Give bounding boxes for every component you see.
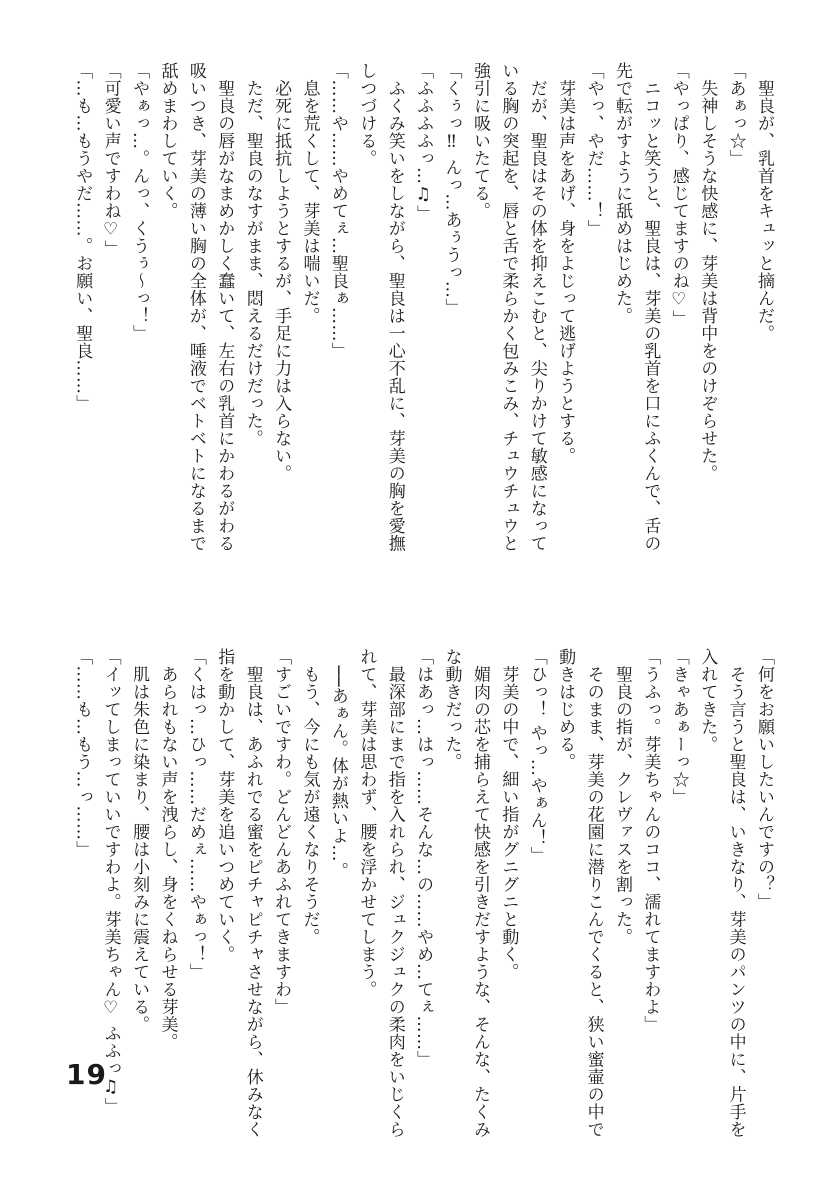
- text-line: 「すごいですわ。どんどんあふれてきますわ」: [271, 648, 292, 1016]
- text-line: もう、今にも気が遠くなりそうだ。: [299, 648, 320, 946]
- text-line: だが、聖良はその体を抑えこむと、尖りかけて敏感になって: [526, 62, 547, 552]
- text-line: 「きゃあぁーっ☆」: [668, 648, 689, 806]
- text-line: 「何をお願いしたいんですの？」: [754, 648, 774, 911]
- text-line: いる胸の突起を、唇と舌で柔らかく包みこみ、チュウチュウと: [498, 62, 519, 552]
- text-line: 「くはっ…ひっ……だめぇ……やぁっ！」: [185, 648, 206, 981]
- text-line: 芽美は声をあげ、身をよじって逃げようとする。: [555, 62, 576, 465]
- text-block-bottom: [68, 648, 778, 1168]
- text-line: そう言うと聖良は、いきなり、芽美のパンツの中に、片手を: [725, 648, 746, 1138]
- text-line: そのまま、芽美の花園に潜りこんでくると、狭い蜜壷の中で: [583, 648, 604, 1138]
- text-line: 指を動かして、芽美を追いつめていく。: [214, 648, 235, 963]
- text-line: 強引に吸いたてる。: [469, 62, 490, 220]
- text-line: 聖良の唇がなまめかしく蠢いて、左右の乳首にかわるがわる: [214, 62, 235, 552]
- text-line: 失神しそうな快感に、芽美は背中をのけぞらせた。: [697, 62, 718, 482]
- text-line: 最深部にまで指を入れられ、ジュクジュクの柔肉をいじくら: [384, 648, 405, 1138]
- text-line: しつづける。: [356, 62, 377, 167]
- text-line: 先で転がすように舐めはじめた。: [611, 62, 632, 325]
- text-line: 「……も…もう…っ……」: [72, 648, 93, 858]
- text-line: あられもない声を洩らし、身をくねらせる芽美。: [157, 648, 178, 1051]
- text-line: 「ふふふふっ…♫」: [413, 62, 434, 223]
- text-line: 「やっぱり、感じてますのね♡」: [668, 62, 689, 328]
- text-line: 聖良の指が、クレヴァスを割った。: [611, 648, 632, 946]
- text-line: ふくみ笑いをしながら、聖良は一心不乱に、芽美の胸を愛撫: [384, 62, 405, 552]
- text-block-top: [68, 62, 778, 582]
- text-line: 必死に抵抗しようとするが、手足に力は入らない。: [271, 62, 292, 482]
- text-line: 「やぁっ…。んっ、くうぅ〜っ！」: [129, 62, 150, 342]
- text-line: 聖良が、乳首をキュッと摘んだ。: [754, 62, 774, 342]
- text-line: 入れてきた。: [697, 648, 718, 753]
- text-line: 「可愛い声ですわね♡」: [100, 62, 121, 258]
- text-line: 「はあっ…はっ……そんな…の……やめ…てぇ……」: [413, 648, 434, 1068]
- text-line: ──あぁん。体が熱いよ…。: [327, 648, 348, 880]
- text-line: 芽美の中で、細い指がグニグニと動く。: [498, 648, 519, 981]
- page-number: 19: [66, 1058, 107, 1091]
- text-line: れて、芽美は思わず、腰を浮かせてしまう。: [356, 648, 377, 998]
- text-line: ただ、聖良のなすがまま、悶えるだけだった。: [242, 62, 263, 447]
- text-line: 息を荒くして、芽美は喘いだ。: [299, 62, 320, 325]
- text-line: 「……や……やめてぇ…聖良ぁ……」: [327, 62, 348, 360]
- text-line: 「やっ、やだ……！」: [583, 62, 604, 237]
- text-line: 「イッてしまっていいですわよ。芽美ちゃん♡ ふふっ♫」: [100, 648, 121, 1115]
- text-line: な動きだった。: [441, 648, 462, 771]
- text-line: 媚肉の芯を捕らえて快感を引きだすような、そんな、たくみ: [469, 648, 490, 1138]
- text-line: 聖良は、あふれでる蜜をピチャピチャさせながら、休みなく: [242, 648, 263, 1138]
- text-line: 舐めまわしていく。: [157, 62, 178, 220]
- text-line: 「くぅっ‼ んっ…あぅうっ…」: [441, 62, 462, 316]
- text-line: 「うふっ。芽美ちゃんのココ、濡れてますわよ」: [640, 648, 661, 1033]
- text-line: 「あぁっ☆」: [725, 62, 746, 167]
- text-line: 肌は朱色に染まり、腰は小刻みに震えている。: [129, 648, 150, 1033]
- text-line: 動きはじめる。: [555, 648, 576, 771]
- text-line: 「…も…もうやだ……。お願い、聖良……」: [72, 62, 93, 412]
- text-line: ニコッと笑うと、聖良は、芽美の乳首を口にふくんで、舌の: [640, 62, 661, 552]
- text-line: 「ひっ！ やっ…やぁん！」: [526, 648, 547, 864]
- text-line: 吸いつき、芽美の薄い胸の全体が、唾液でベトベトになるまで: [185, 62, 206, 552]
